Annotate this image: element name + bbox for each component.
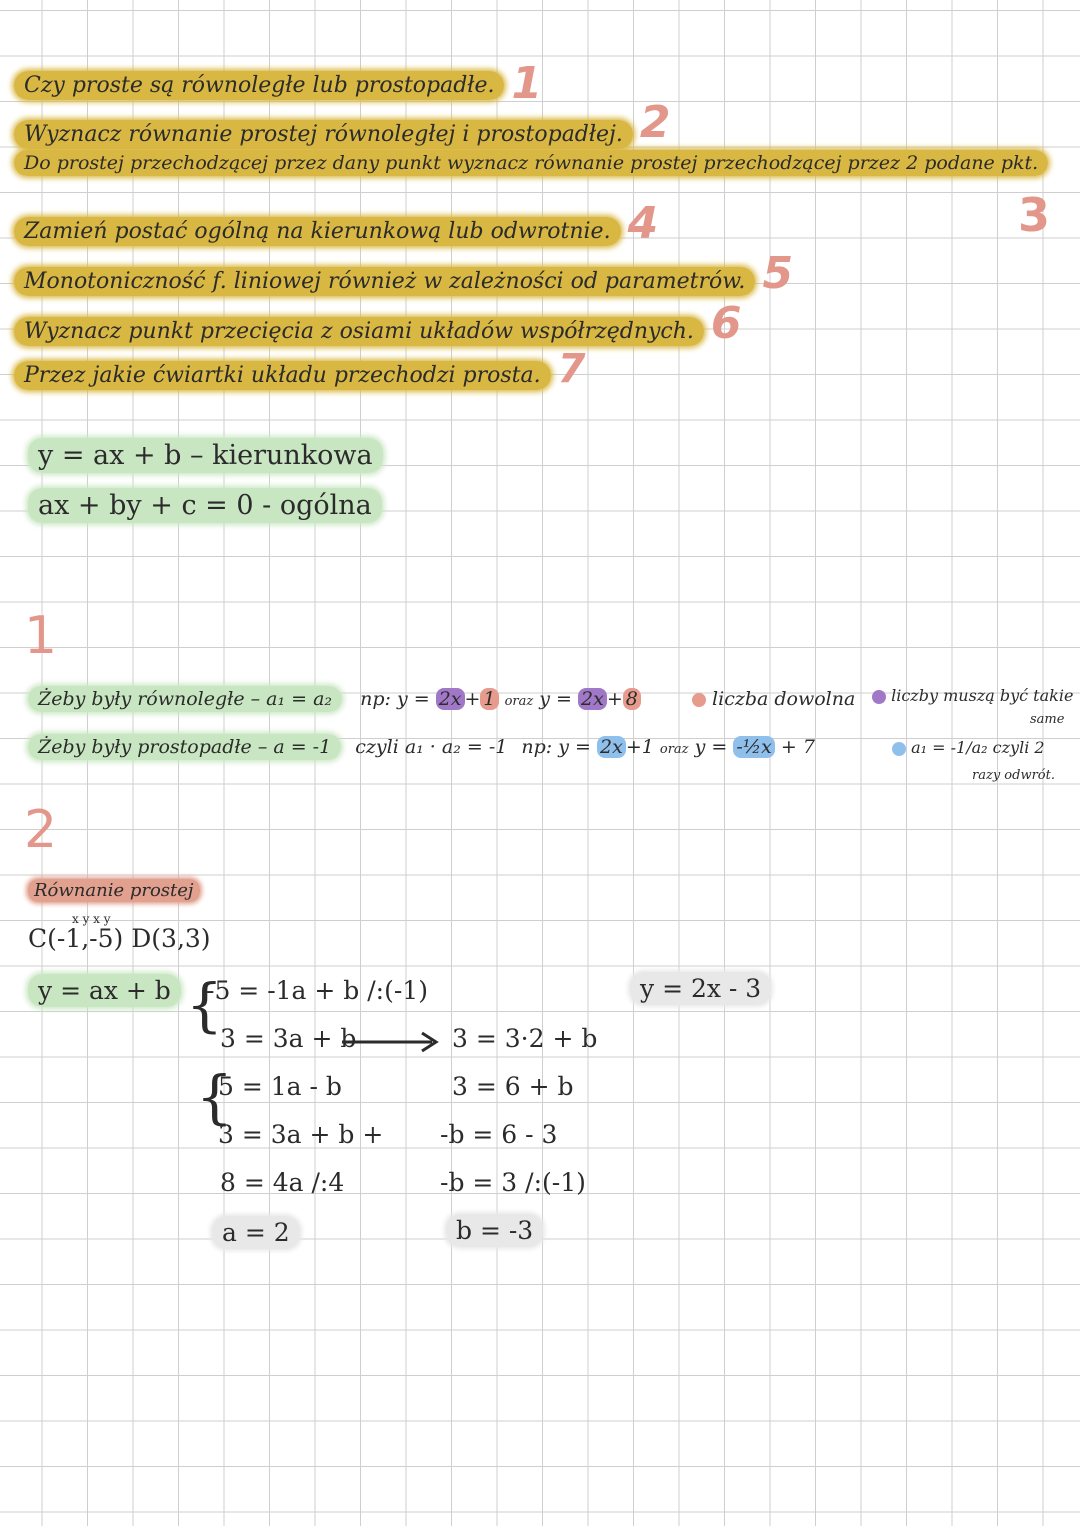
system1-brace: {	[186, 971, 223, 1039]
topic-5-number: 5	[762, 248, 794, 299]
perp-line	[28, 736, 815, 758]
blue-dot-icon	[892, 742, 906, 756]
topic-6-text: Wyznacz punkt przecięcia z osiami układów współrzędnych.	[14, 317, 704, 346]
form-general-text: ax + by + c = 0 - ogólna	[28, 488, 382, 523]
parallel-ex1-a: 2x	[436, 688, 465, 710]
b-step3: -b = 3 /:(-1)	[440, 1168, 586, 1197]
b-step1: 3 = 6 + b	[452, 1072, 574, 1101]
b-value-text: b = -3	[446, 1214, 543, 1247]
parallel-oraz: oraz	[504, 694, 534, 709]
perp-rule-text: a₁ = -1/a₂ czyli 2	[911, 738, 1045, 757]
section-1-number: 1	[24, 606, 58, 666]
line-formula	[28, 976, 181, 1005]
perp-rule-sub: razy odwrót.	[972, 768, 1055, 783]
system1-line2: 3 = 3a + b	[220, 1024, 357, 1053]
topic-7-number: 7	[557, 346, 586, 392]
legend-same	[872, 686, 1073, 705]
perp-oraz: oraz	[659, 742, 689, 757]
parallel-lead: Żeby były równoległe – a₁ = a₂	[28, 686, 342, 712]
section-2-heading-text: Równanie prostej	[28, 879, 200, 902]
perp-lead: Żeby były prostopadłe – a = -1	[28, 734, 341, 760]
legend-dowolna-text: liczba dowolna	[712, 688, 856, 710]
a-value	[212, 1218, 300, 1247]
parallel-np: np:	[360, 688, 391, 710]
a-value-text: a = 2	[212, 1216, 300, 1249]
perp-czyli: czyli a₁ · a₂ = -1	[355, 736, 508, 758]
topic-3	[14, 152, 1048, 174]
line-formula-text: y = ax + b	[28, 974, 181, 1007]
form-directional	[28, 440, 383, 471]
legend-same-text: liczby muszą być takie	[891, 686, 1074, 705]
salmon-dot-icon	[692, 693, 706, 707]
parallel-ex2-pre: y =	[539, 688, 572, 710]
parallel-ex2-plus: +	[606, 688, 623, 710]
topic-6	[14, 298, 742, 349]
topic-1-text: Czy proste są równoległe lub prostopadłe.	[14, 71, 504, 100]
topic-3-text: Do prostej przechodzącej przez dany punkt wyznacz równanie prostej przechodzącej przez 2 podane pkt.	[14, 150, 1048, 176]
parallel-ex1-pre: y =	[396, 688, 430, 710]
purple-dot-icon	[872, 690, 886, 704]
point-coordinate-marks: x y x y	[72, 912, 111, 926]
answer-text: y = 2x - 3	[630, 972, 771, 1005]
topic-7-text: Przez jakie ćwiartki układu przechodzi prosta.	[14, 361, 551, 390]
parallel-ex2-b: 8	[623, 688, 641, 710]
section-2-heading	[28, 880, 200, 901]
arrow-right-icon	[340, 1030, 444, 1054]
parallel-ex1-plus: +	[464, 688, 481, 710]
parallel-ex2-a: 2x	[578, 688, 607, 710]
topic-3-number: 3	[1018, 188, 1051, 242]
b-value	[446, 1216, 543, 1245]
topic-6-number: 6	[710, 298, 742, 349]
topic-2-number: 2	[639, 97, 671, 148]
topic-7	[14, 346, 585, 392]
perp-np: np:	[521, 736, 553, 758]
topic-2	[14, 97, 671, 152]
points: C(-1,-5) D(3,3)	[28, 924, 211, 953]
perp-ex2-rest: + 7	[780, 736, 815, 758]
perp-ex1-rest: +1	[625, 736, 654, 758]
parallel-ex1-b: 1	[480, 688, 498, 710]
section-2-number: 2	[24, 800, 58, 860]
topic-4-text: Zamień postać ogólną na kierunkową lub odwrotnie.	[14, 217, 621, 246]
topic-1-number: 1	[511, 58, 543, 109]
form-directional-text: y = ax + b – kierunkowa	[28, 438, 383, 473]
perp-ex2-pre: y =	[694, 736, 728, 758]
form-general	[28, 490, 382, 521]
topic-4-number: 4	[627, 198, 659, 249]
b-step2: -b = 6 - 3	[440, 1120, 558, 1149]
system1-line1: -5 = -1a + b /:(-1)	[206, 976, 428, 1005]
topic-1	[14, 52, 543, 109]
legend-dowolna	[692, 688, 855, 710]
system2-line2: 3 = 3a + b +	[218, 1120, 384, 1149]
answer	[630, 974, 771, 1003]
perp-ex1-pre: y =	[558, 736, 591, 758]
topic-2-text: Wyznacz równanie prostej równoległej i prostopadłej.	[14, 120, 633, 149]
topic-4	[14, 198, 658, 249]
parallel-line	[28, 688, 641, 710]
system2-line1: 5 = 1a - b	[218, 1072, 342, 1101]
perp-rule	[892, 738, 1045, 757]
perp-ex1-a: 2x	[597, 736, 626, 758]
topic-5	[14, 248, 793, 299]
sum-line: 8 = 4a /:4	[220, 1168, 345, 1197]
legend-same-sub: same	[1030, 712, 1065, 727]
system2-brace: {	[196, 1063, 233, 1131]
arrow-result: 3 = 3·2 + b	[452, 1024, 598, 1053]
topic-5-text: Monotoniczność f. liniowej również w zależności od parametrów.	[14, 267, 755, 296]
perp-ex2-a: -½x	[733, 736, 775, 758]
